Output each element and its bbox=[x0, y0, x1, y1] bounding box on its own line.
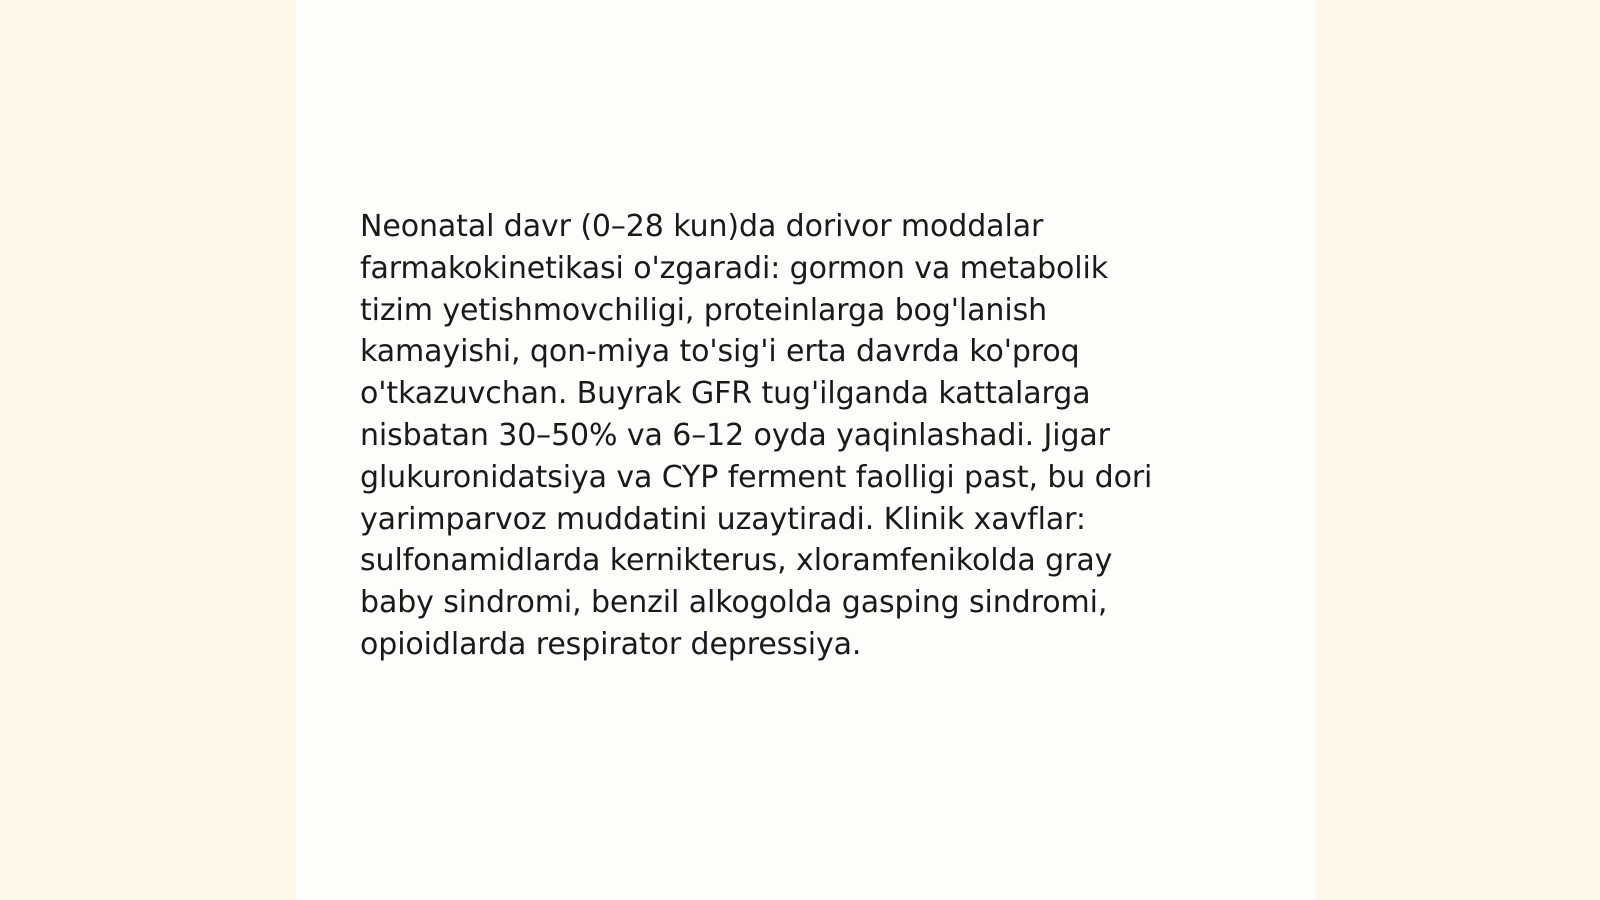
document-page bbox=[296, 0, 1316, 900]
body-paragraph: Neonatal davr (0–28 kun)da dorivor moddalar farmakokinetikasi o'zgaradi: gormon va metabolik tizim yetishmovchiligi, proteinlarga bog'lanish kamayishi, qon-miya to'sig'i erta davrda ko'proq o'tkazuvchan. Buyrak GFR tug'ilganda kattalarga nisbatan 30–50% va 6–12 oyda yaqinlashadi. Jigar glukuronidatsiya va CYP ferment faolligi past, bu dori yarimparvoz muddatini uzaytiradi. Klinik xavflar: sulfonamidlarda kernikterus, xloramfenikolda gray baby sindromi, benzil alkogolda gasping sindromi, opioidlarda respirator depressiya. bbox=[360, 209, 1153, 662]
